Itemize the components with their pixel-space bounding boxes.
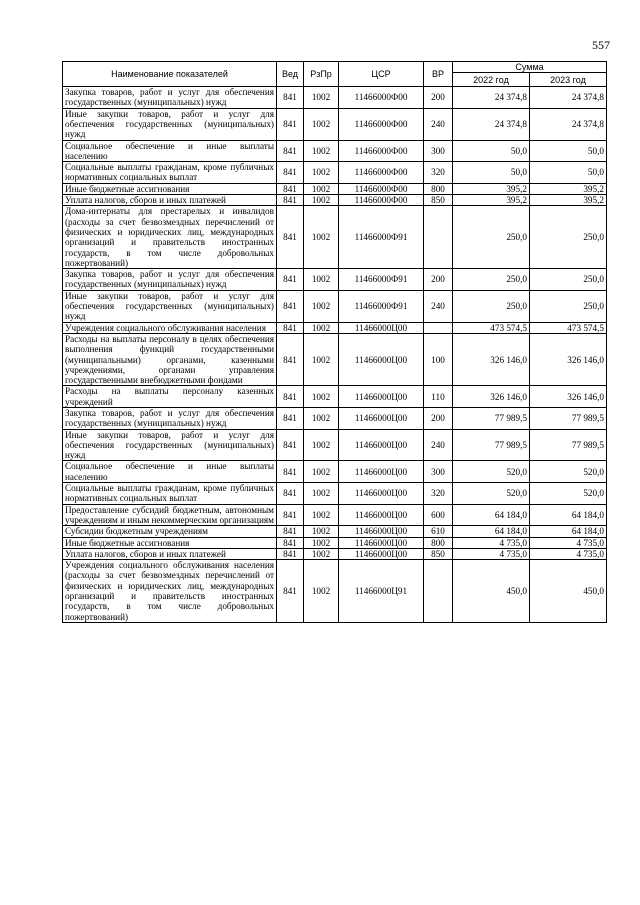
row-sum-2023: 50,0 [530,140,607,162]
table-row [63,140,607,162]
row-name: Субсидии бюджетным учреждениям [63,526,277,537]
row-csr: 11466000Ц00 [339,407,424,429]
row-csr: 11466000Ц00 [339,461,424,483]
row-rzpr: 1002 [304,560,339,623]
table-row [63,333,607,385]
row-vr: 240 [424,108,453,140]
row-ved: 841 [277,290,304,322]
row-vr: 850 [424,548,453,559]
row-sum-2022: 50,0 [453,162,530,184]
table-row [63,162,607,184]
row-name: Иные бюджетные ассигнования [63,183,277,194]
row-sum-2023: 24 374,8 [530,108,607,140]
row-ved: 841 [277,87,304,109]
row-csr: 11466000Ц00 [339,537,424,548]
row-sum-2022: 77 989,5 [453,429,530,461]
row-sum-2023: 326 146,0 [530,333,607,385]
row-vr [424,206,453,269]
row-sum-2022: 50,0 [453,140,530,162]
row-name: Иные бюджетные ассигнования [63,537,277,548]
row-sum-2022: 64 184,0 [453,504,530,526]
row-vr: 240 [424,290,453,322]
header-ved: Вед [277,62,304,87]
row-rzpr: 1002 [304,526,339,537]
row-sum-2022: 250,0 [453,290,530,322]
row-sum-2023: 250,0 [530,206,607,269]
row-ved: 841 [277,108,304,140]
row-name: Социальные выплаты гражданам, кроме публичных нормативных социальных выплат [63,162,277,184]
row-name: Уплата налогов, сборов и иных платежей [63,195,277,206]
row-rzpr: 1002 [304,548,339,559]
table-row [63,526,607,537]
row-sum-2022: 473 574,5 [453,322,530,333]
row-csr: 11466000Ф91 [339,206,424,269]
row-sum-2022: 520,0 [453,461,530,483]
row-vr: 240 [424,429,453,461]
row-vr [424,560,453,623]
row-name: Социальное обеспечение и иные выплаты населению [63,461,277,483]
row-name: Расходы на выплаты персоналу казенных учреждений [63,386,277,408]
header-sum: Сумма [453,62,607,73]
row-name: Иные закупки товаров, работ и услуг для обеспечения государственных (муниципальных) нужд [63,108,277,140]
row-ved: 841 [277,461,304,483]
row-sum-2022: 77 989,5 [453,407,530,429]
row-vr: 320 [424,483,453,505]
row-sum-2023: 50,0 [530,162,607,184]
row-vr: 200 [424,269,453,291]
row-ved: 841 [277,140,304,162]
row-ved: 841 [277,333,304,385]
row-name: Социальное обеспечение и иные выплаты населению [63,140,277,162]
row-sum-2023: 473 574,5 [530,322,607,333]
row-ved: 841 [277,195,304,206]
row-name: Социальные выплаты гражданам, кроме публичных нормативных социальных выплат [63,483,277,505]
row-rzpr: 1002 [304,504,339,526]
row-csr: 11466000Ц00 [339,526,424,537]
row-sum-2023: 250,0 [530,269,607,291]
row-ved: 841 [277,183,304,194]
row-sum-2022: 4 735,0 [453,548,530,559]
row-vr: 200 [424,87,453,109]
row-csr: 11466000Ц00 [339,429,424,461]
row-rzpr: 1002 [304,269,339,291]
row-ved: 841 [277,206,304,269]
row-csr: 11466000Ц91 [339,560,424,623]
row-ved: 841 [277,504,304,526]
row-sum-2023: 395,2 [530,183,607,194]
row-csr: 11466000Ц00 [339,504,424,526]
table-row [63,269,607,291]
table-row [63,483,607,505]
row-sum-2022: 395,2 [453,183,530,194]
row-vr: 610 [424,526,453,537]
header-rzpr: РзПр [304,62,339,87]
row-rzpr: 1002 [304,322,339,333]
row-ved: 841 [277,322,304,333]
row-sum-2023: 77 989,5 [530,407,607,429]
table-row [63,183,607,194]
row-sum-2022: 250,0 [453,269,530,291]
row-sum-2022: 326 146,0 [453,386,530,408]
row-sum-2023: 326 146,0 [530,386,607,408]
table-row [63,504,607,526]
row-name: Закупка товаров, работ и услуг для обеспечения государственных (муниципальных) нужд [63,269,277,291]
row-rzpr: 1002 [304,429,339,461]
row-sum-2023: 520,0 [530,461,607,483]
row-vr [424,322,453,333]
table-row [63,560,607,623]
row-name: Закупка товаров, работ и услуг для обеспечения государственных (муниципальных) нужд [63,407,277,429]
table-row [63,108,607,140]
row-ved: 841 [277,560,304,623]
table-row [63,322,607,333]
row-sum-2022: 24 374,8 [453,108,530,140]
row-csr: 11466000Ф00 [339,195,424,206]
row-sum-2023: 77 989,5 [530,429,607,461]
row-rzpr: 1002 [304,108,339,140]
row-rzpr: 1002 [304,461,339,483]
table-row [63,537,607,548]
row-csr: 11466000Ф00 [339,140,424,162]
row-sum-2023: 250,0 [530,290,607,322]
table-row [63,386,607,408]
table-row [63,195,607,206]
table-row [63,87,607,109]
row-sum-2023: 24 374,8 [530,87,607,109]
row-sum-2023: 450,0 [530,560,607,623]
row-ved: 841 [277,429,304,461]
row-sum-2022: 250,0 [453,206,530,269]
row-sum-2023: 64 184,0 [530,526,607,537]
row-rzpr: 1002 [304,290,339,322]
table-row [63,429,607,461]
row-vr: 800 [424,537,453,548]
row-csr: 11466000Ф00 [339,162,424,184]
row-sum-2023: 395,2 [530,195,607,206]
row-sum-2022: 24 374,8 [453,87,530,109]
row-vr: 100 [424,333,453,385]
page-number: 557 [592,38,610,52]
table-header [63,62,607,87]
row-vr: 110 [424,386,453,408]
row-ved: 841 [277,483,304,505]
row-sum-2022: 4 735,0 [453,537,530,548]
row-ved: 841 [277,526,304,537]
header-year-2023: 2023 год [530,73,607,87]
row-name: Учреждения социального обслуживания населения [63,322,277,333]
row-name: Уплата налогов, сборов и иных платежей [63,548,277,559]
row-vr: 800 [424,183,453,194]
row-name: Иные закупки товаров, работ и услуг для обеспечения государственных (муниципальных) нужд [63,290,277,322]
row-sum-2023: 4 735,0 [530,548,607,559]
row-vr: 300 [424,140,453,162]
header-year-2022: 2022 год [453,73,530,87]
row-rzpr: 1002 [304,162,339,184]
row-ved: 841 [277,162,304,184]
row-ved: 841 [277,269,304,291]
row-vr: 850 [424,195,453,206]
row-csr: 11466000Ц00 [339,322,424,333]
row-csr: 11466000Ф91 [339,290,424,322]
row-ved: 841 [277,537,304,548]
row-name: Иные закупки товаров, работ и услуг для обеспечения государственных (муниципальных) нужд [63,429,277,461]
table-row [63,461,607,483]
table-row [63,206,607,269]
row-csr: 11466000Ф00 [339,87,424,109]
row-rzpr: 1002 [304,537,339,548]
row-csr: 11466000Ц00 [339,333,424,385]
row-rzpr: 1002 [304,183,339,194]
header-name: Наименование показателей [63,62,277,87]
row-sum-2022: 326 146,0 [453,333,530,385]
row-vr: 300 [424,461,453,483]
row-rzpr: 1002 [304,386,339,408]
row-csr: 11466000Ф00 [339,108,424,140]
row-rzpr: 1002 [304,87,339,109]
row-vr: 200 [424,407,453,429]
row-vr: 600 [424,504,453,526]
row-csr: 11466000Ц00 [339,386,424,408]
table-row [63,548,607,559]
table-body [63,87,607,623]
row-csr: 11466000Ц00 [339,483,424,505]
row-sum-2022: 395,2 [453,195,530,206]
row-rzpr: 1002 [304,333,339,385]
row-csr: 11466000Ф91 [339,269,424,291]
row-rzpr: 1002 [304,140,339,162]
row-csr: 11466000Ф00 [339,183,424,194]
budget-table [62,61,607,623]
row-name: Закупка товаров, работ и услуг для обеспечения государственных (муниципальных) нужд [63,87,277,109]
row-name: Предоставление субсидий бюджетным, автономным учреждениям и иным некоммерческим организациям [63,504,277,526]
row-rzpr: 1002 [304,407,339,429]
row-sum-2022: 64 184,0 [453,526,530,537]
row-name: Дома-интернаты для престарелых и инвалидов (расходы за счет безвозмездных перечислений от физических и юридических лиц, международных организаций и правительств иностранных государств, в том числе добровольных пожертвований) [63,206,277,269]
table-row [63,290,607,322]
row-rzpr: 1002 [304,483,339,505]
row-ved: 841 [277,386,304,408]
row-name: Учреждения социального обслуживания населения (расходы за счет безвозмездных перечислений от физических и юридических лиц, международных организаций и правительств иностранных государств, в том числе добровольных пожертвований) [63,560,277,623]
row-ved: 841 [277,548,304,559]
row-sum-2023: 4 735,0 [530,537,607,548]
row-name: Расходы на выплаты персоналу в целях обеспечения выполнения функций государственными (муниципальными) органами, казенными учреждениями, органами управления государственными внебюджетными фондами [63,333,277,385]
row-sum-2022: 450,0 [453,560,530,623]
row-sum-2023: 520,0 [530,483,607,505]
row-rzpr: 1002 [304,206,339,269]
header-csr: ЦСР [339,62,424,87]
row-sum-2023: 64 184,0 [530,504,607,526]
header-vr: ВР [424,62,453,87]
row-rzpr: 1002 [304,195,339,206]
row-csr: 11466000Ц00 [339,548,424,559]
table-row [63,407,607,429]
row-vr: 320 [424,162,453,184]
row-ved: 841 [277,407,304,429]
row-sum-2022: 520,0 [453,483,530,505]
